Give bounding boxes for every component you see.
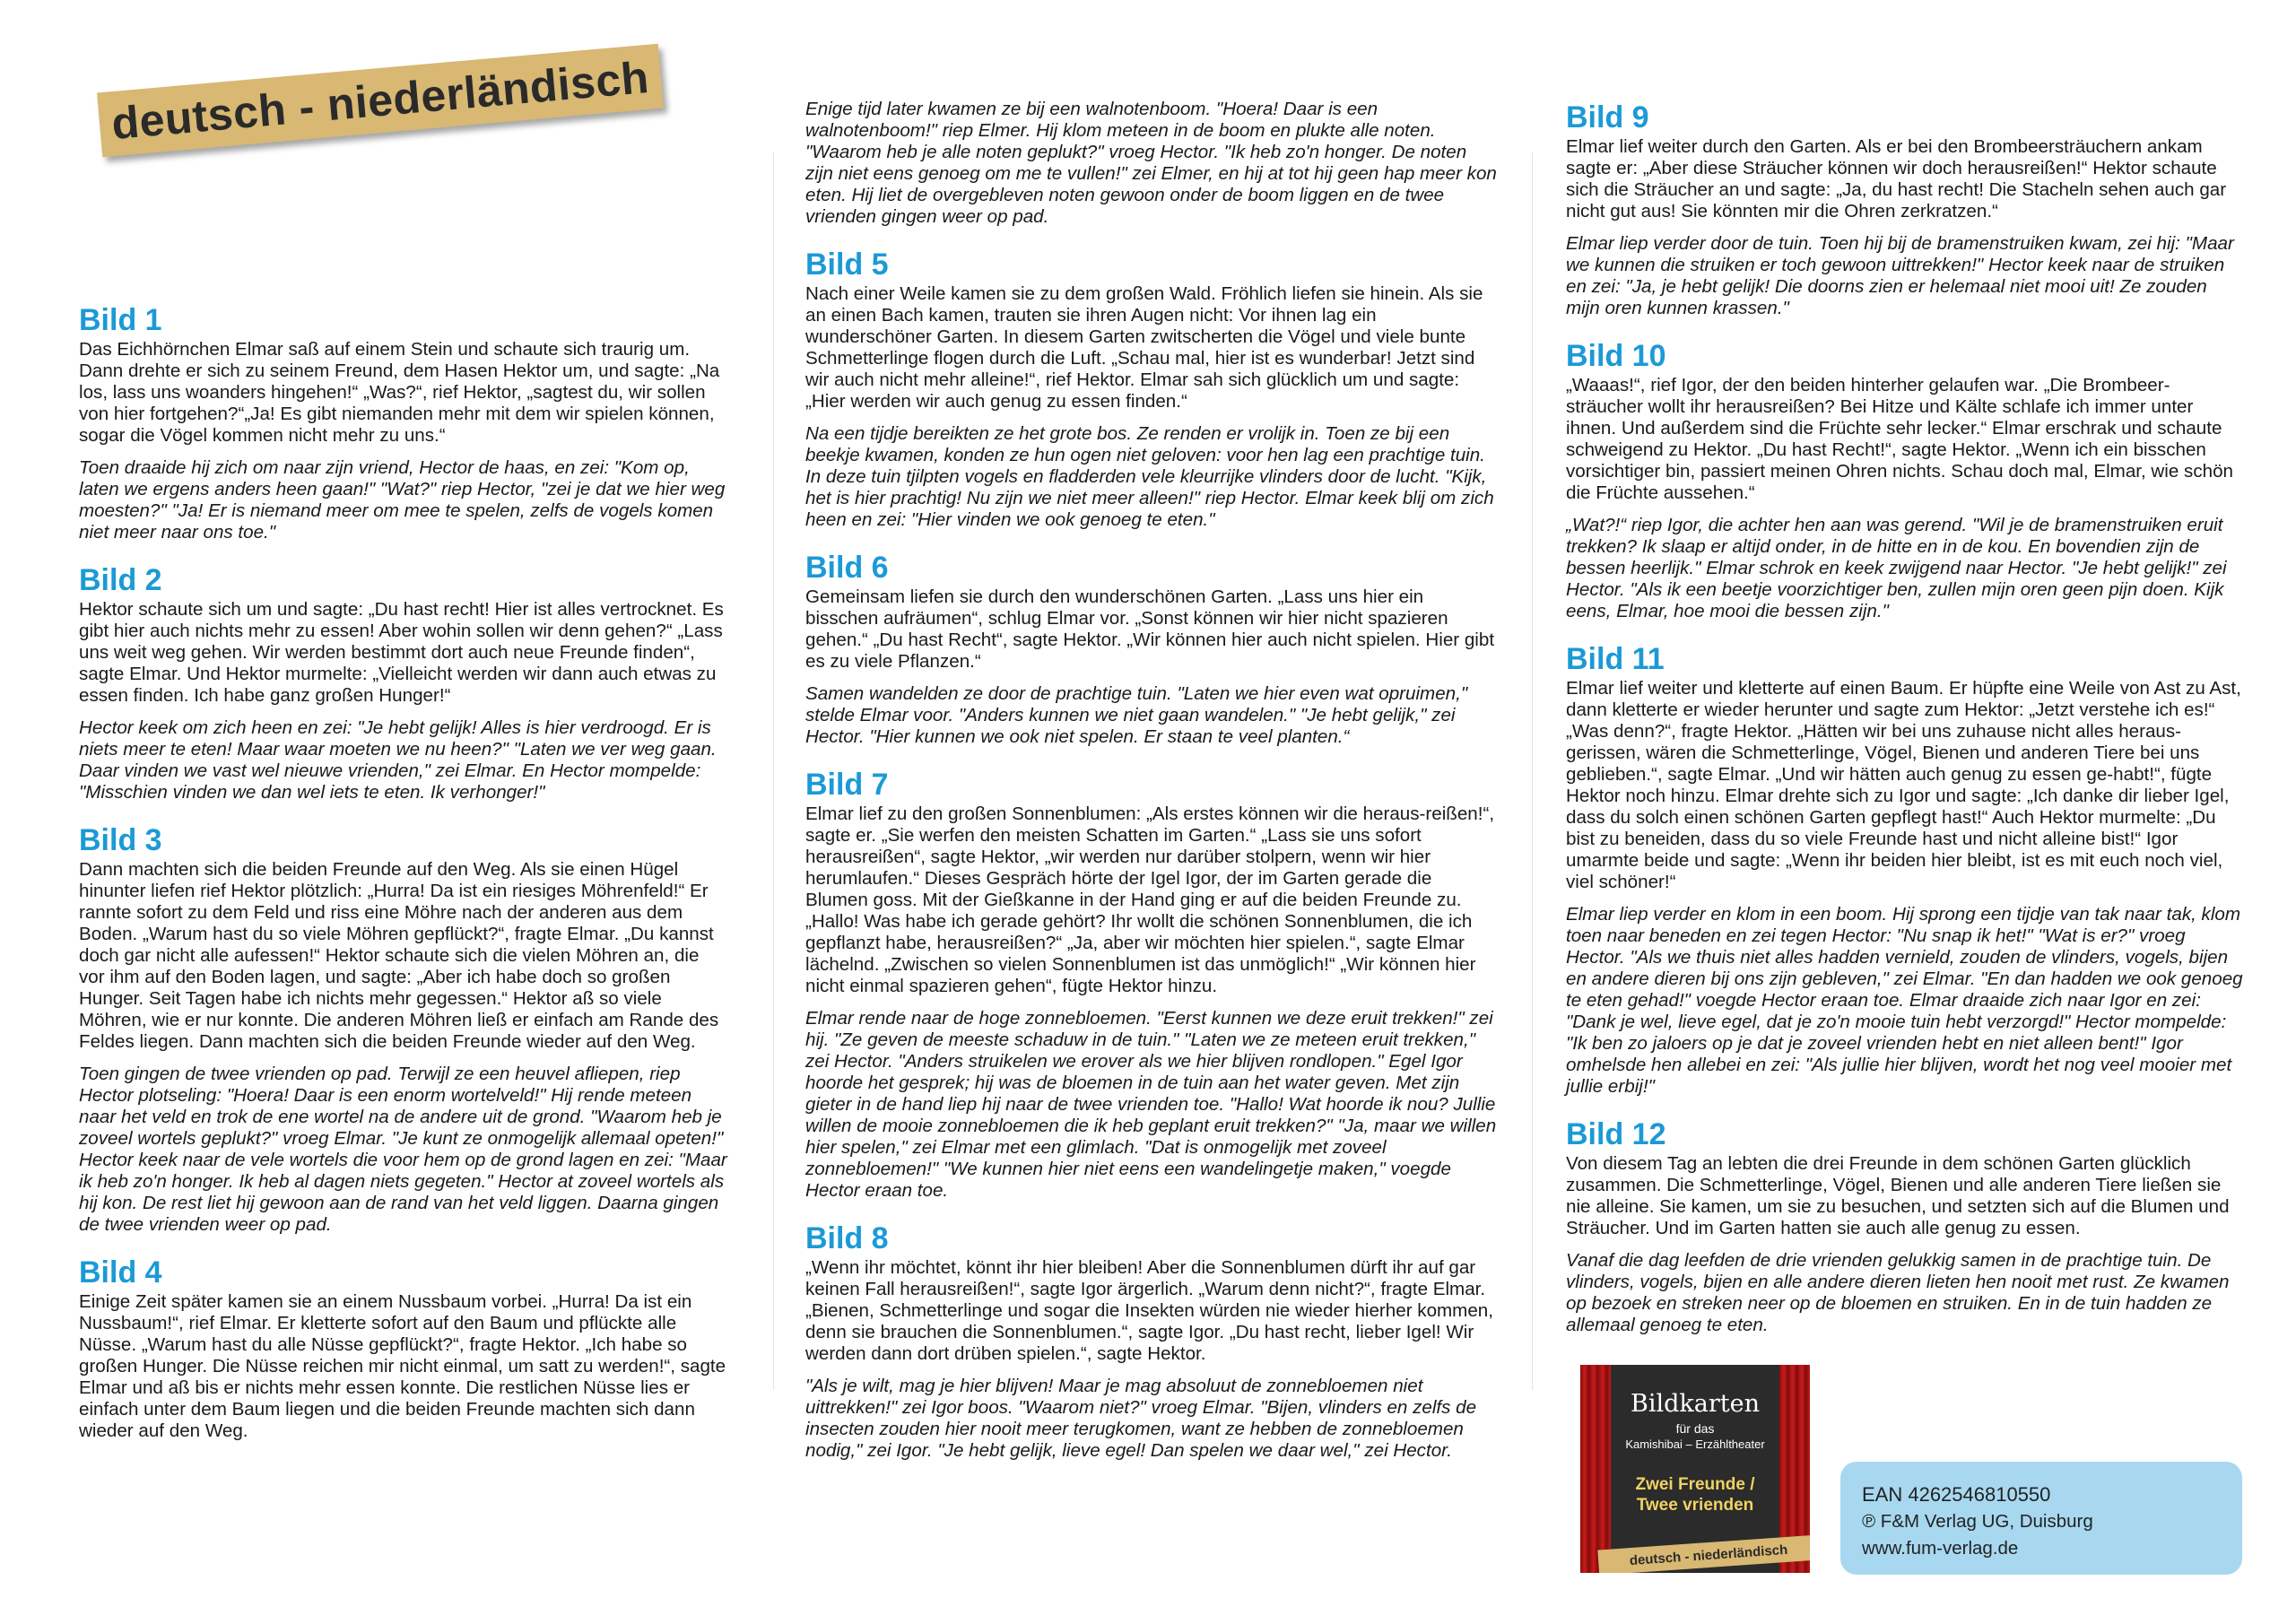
german-paragraph: Dann machten sich die beiden Freunde auf den Weg. Als sie einen Hügel hinunter liefen rief Hektor plötzlich: „Hurra! Da ist ein riesiges Möhrenfeld!“ Er rannte sofort zu dem Feld und riss eine Möhre nach der anderen aus dem Boden. „Warum hast du so viele Möhren gepflückt?“, fragte Elmar. „Du kannst doch gar nicht alle aufessen!“ Hektor schaute sich die vielen Möhren an, die vor ihm auf den Boden lagen, und sagte: „Aber ich habe doch so großen Hunger. Seit Tagen habe ich nichts mehr gegessen.“ Hektor aß so viele Möhren, wie er nur konnte. Die anderen Möhren ließ er einfach am Rande des Feldes liegen. Dann machten sich die beiden Freunde wieder auf den Weg. xyxy=(79,859,719,1052)
section-bild-5 xyxy=(805,248,1498,531)
section-heading: Bild 12 xyxy=(1566,1117,1666,1151)
dutch-paragraph: Toen gingen de twee vrienden op pad. Terwijl ze een heuvel afliepen, riep Hector plotseling: "Hoera! Daar is een enorm wortelveld!" Hij rende meteen naar het veld en trok de ene wortel na de andere uit de grond. "Waarom heb je zoveel wortels geplukt?" vroeg Elmar. "Je kunt ze onmogelijk allemaal opeten!" Hector keek naar de vele wortels die voor hem op de grond lagen en zei: "Maar ik heb zo'n honger. Ik heb al dagen niets gegeten." Hector at zoveel wortels als hij kon. De rest liet hij gewoon aan de rand van het veld liggen. Daarna gingen de twee vrienden weer op pad. xyxy=(79,1064,727,1235)
section-heading: Bild 11 xyxy=(1566,642,1665,676)
section-heading: Bild 6 xyxy=(805,551,889,585)
dutch-paragraph: „Wat?!“ riep Igor, die achter hen aan was gerend. "Wil je de bramenstruiken eruit trekken? Ik slaap er altijd onder, in de hitte en in de kou. En bovendien zijn de bessen heerlijk." Elmar schrok en keek zwijgend naar Hector. "Je hebt gelijk!" zei Hector. "Als ik een beetje voorzichtiger ben, zullen mijn oren geen pijn doen. Kijk eens, Elmar, hoe mooi die bessen zijn." xyxy=(1566,515,2227,621)
cover-book-title: Twee vrienden xyxy=(1636,1496,1754,1515)
dutch-paragraph: Hector keek om zich heen en zei: "Je hebt gelijk! Alles is hier verdroogd. Er is niets meer te eten! Maar waar moeten we nu heen?" "Laten we ver weg gaan. Daar vinden we vast wel nieuwe vrienden," zei Elmar. En Hector mompelde: "Misschien vinden we dan wel iets te eten. Ik verhonger!" xyxy=(79,717,717,803)
section-heading: Bild 3 xyxy=(79,823,162,857)
column-3 xyxy=(1566,100,2244,1336)
column-1 xyxy=(79,303,728,1442)
cover-title: Bildkarten xyxy=(1631,1390,1760,1418)
cover-thumbnail xyxy=(1580,1365,1810,1573)
german-paragraph: Einige Zeit später kamen sie an einem Nussbaum vorbei. „Hurra! Da ist ein Nussbaum!“, rief Elmar. Er kletterte sofort auf den Baum und pflückte alle Nüsse. „Warum hast du alle Nüsse gepflückt?“, fragte Hektor. „Ich habe so großen Hunger. Die Nüsse reichen mir nicht einmal, um satt zu werden!“, sagte Elmar und aß bis er nichts mehr essen konnte. Die restlichen Nüsse lies er einfach unter dem Baum liegen und die beiden Freunde machten sich dann wieder auf den Weg. xyxy=(79,1291,726,1441)
cover-subtitle: für das xyxy=(1675,1421,1715,1436)
cover-subtitle: Kamishibai – Erzähltheater xyxy=(1625,1437,1765,1451)
language-banner xyxy=(97,44,664,157)
dutch-paragraph: Samen wandelden ze door de prachtige tuin. "Laten we hier even wat opruimen," stelde Elmar voor. "Anders kunnen we niet gaan wandelen." "Je hebt gelijk," zei Hector. "Hier kunnen we ook niet spelen. Er staan te veel planten.“ xyxy=(805,683,1468,747)
section-heading: Bild 4 xyxy=(79,1255,162,1290)
german-paragraph: Hektor schaute sich um und sagte: „Du hast recht! Hier ist alles vertrocknet. Es gibt hier auch nichts mehr zu essen! Aber wohin sollen wir denn gehen?“ „Lass uns weit weg gehen. Wir werden bestimmt dort auch neue Freunde finden“, sagte Elmar. Und Hektor murmelte: „Vielleicht werden wir dann auch etwas zu essen finden. Ich habe ganz großen Hunger!“ xyxy=(79,599,724,706)
section-bild-9 xyxy=(1566,100,2244,319)
section-heading: Bild 1 xyxy=(79,303,162,337)
publisher-info-box xyxy=(1840,1462,2242,1575)
section-heading: Bild 10 xyxy=(1566,339,1666,373)
section-heading: Bild 5 xyxy=(805,248,889,282)
german-paragraph: Nach einer Weile kamen sie zu dem großen Wald. Fröhlich liefen sie hinein. Als sie an einen Bach kamen, trauten sie ihren Augen nicht: Vor ihnen lag ein wunderschöner Garten. In diesem Garten zwitscherten die Vögel und viele bunte Schmetterlinge flogen durch die Luft. „Schau mal, hier ist es wunderbar! Jetzt sind wir auch nicht mehr alleine!“, rief Hektor. Elmar sah sich glücklich um und sagte: „Hier werden wir auch genug zu essen finden.“ xyxy=(805,283,1483,412)
german-paragraph: Von diesem Tag an lebten die drei Freunde in dem schönen Garten glücklich zusammen. Die Schmetterlinge, Vögel, Bienen und alle anderen Tiere ließen sie nie alleine. Sie kamen, um sie zu besuchen, und setzten sich auf die Blumen und Sträucher. Und im Garten hatten sie auch alle genug zu essen. xyxy=(1566,1153,2230,1238)
column-2 xyxy=(805,99,1498,1462)
dutch-paragraph: Na een tijdje bereikten ze het grote bos. Ze renden er vrolijk in. Toen ze bij een beekje kwamen, konden ze hun ogen niet geloven: voor hen lag een prachtige tuin. In deze tuin tjilpten vogels en fladderden vele kleurrijke vlinders door de lucht. "Kijk, het is hier prachtig! Nu zijn we niet meer alleen!" riep Hector. Elmar keek blij om zich heen en zei: "Hier vinden we ook genoeg te eten." xyxy=(805,423,1494,530)
column-divider xyxy=(773,152,774,1390)
section-bild-10 xyxy=(1566,339,2244,622)
dutch-paragraph: Enige tijd later kwamen ze bij een walnotenboom. "Hoera! Daar is een walnotenboom!" riep Elmer. Hij klom meteen in de boom en plukte alle noten. "Waarom heb je alle noten geplukt?" vroeg Hector. "Ik heb zo'n honger. De noten zijn niet eens genoeg om me te vullen!" zei Elmer, en hij at tot hij geen hap meer kon eten. Hij liet de overgebleven noten gewoon onder de boom liggen en de twee vrienden gingen weer op pad. xyxy=(805,99,1497,227)
section-heading: Bild 9 xyxy=(1566,100,1649,135)
language-banner-text: deutsch - niederländisch xyxy=(109,51,651,150)
publisher-name: ℗ F&M Verlag UG, Duisburg xyxy=(1862,1511,2093,1532)
ean-code: EAN 4262546810550 xyxy=(1862,1483,2051,1506)
section-bild-3 xyxy=(79,823,728,1236)
dutch-paragraph: Toen draaide hij zich om naar zijn vriend, Hector de haas, en zei: "Kom op, laten we ergens anders heen gaan!" "Wat?" riep Hector, "zei je dat we hier weg moesten?" "Ja! Er is niemand meer om mee te spelen, zelfs de vogels komen niet meer naar ons toe." xyxy=(79,457,726,543)
cover-book-title: Zwei Freunde / xyxy=(1635,1475,1755,1494)
german-paragraph: Elmar lief zu den großen Sonnenblumen: „Als erstes können wir die heraus-reißen!“, sagte er. „Sie werfen den meisten Schatten im Garten.“ „Lass sie uns sofort herausreißen“, sagte Hektor, „wir werden nur darüber stolpern, wenn wir hier herumlaufen.“ Dieses Gespräch hörte der Igel Igor, der im Garten gerade die Blumen goss. Mit der Gießkanne in der Hand ging er auf die beiden Freunde zu. „Hallo! Was habe ich gerade gehört? Ihr wollt die schönen Sonnenblumen, die ich gepflanzt habe, herausreißen?“ „Ja, aber wir möchten hier spielen.“, sagte Elmar lächelnd. „Zwischen so vielen Sonnenblumen ist das unmöglich!“ „Wir können hier nicht einmal spazieren gehen“, fügte Hektor hinzu. xyxy=(805,803,1495,996)
dutch-paragraph: "Als je wilt, mag je hier blijven! Maar je mag absoluut de zonnebloemen niet uittrekken!" zei Igor boos. "Waarom niet?" vroeg Elmar. "Bijen, vlinders en zelfs de insecten zouden hier nooit meer terugkomen, want ze hebben de zonnebloemen nodig," zei Igor. "Je hebt gelijk, lieve egel! Dan spelen we daar wel," zei Hector. xyxy=(805,1376,1477,1461)
section-heading: Bild 7 xyxy=(805,768,889,802)
section-bild-11 xyxy=(1566,642,2244,1098)
dutch-paragraph: Vanaf die dag leefden de drie vrienden gelukkig samen in de prachtige tuin. De vlinders, vogels, bijen en alle andere dieren lieten hen nooit met rust. Ze kwamen op bezoek en streken neer op de bloemen en struiken. En in de tuin hadden ze allemaal genoeg te eten. xyxy=(1566,1250,2230,1335)
dutch-paragraph: Elmar rende naar de hoge zonnebloemen. "Eerst kunnen we deze eruit trekken!" zei hij. "Ze geven de meeste schaduw in de tuin." "Laten we ze meteen eruit trekken," zei Hector. "Anders struikelen we erover als we hier blijven rondlopen." Egel Igor hoorde het gesprek; hij was de bloemen in de tuin aan het water geven. Met zijn gieter in de hand liep hij naar de twee vrienden toe. "Hallo! Wat hoorde ik nou? Jullie willen de mooie zonnebloemen die ik heb geplant eruit trekken?" "Ja, maar we willen hier spelen," zei Elmar met een glimlach. "Dat is onmogelijk met zoveel zonnebloemen!" "We kunnen hier niet eens een wandelingetje maken," voegde Hector eraan toe. xyxy=(805,1008,1497,1201)
section-heading: Bild 8 xyxy=(805,1221,889,1255)
section-bild-7 xyxy=(805,768,1498,1202)
column-divider xyxy=(1532,152,1533,1390)
publisher-url[interactable]: www.fum-verlag.de xyxy=(1862,1538,2019,1559)
section-bild-4 xyxy=(79,1255,728,1442)
section-bild-6 xyxy=(805,551,1498,748)
german-paragraph: Elmar lief weiter durch den Garten. Als er bei den Brombeersträuchern ankam sagte er: „Aber diese Sträucher können wir doch herausreißen!“ Hektor schaute sich die Sträucher an und sagte: „Ja, du hast recht! Die Stacheln sehen auch gar nicht gut aus! Sie könnten mir die Ohren zerkratzen.“ xyxy=(1566,136,2227,221)
german-paragraph: „Wenn ihr möchtet, könnt ihr hier bleiben! Aber die Sonnenblumen dürft ihr auf gar keinen Fall herausreißen!“, sagte Igor ärgerlich. „Warum denn nicht?“, fragte Elmar. „Bienen, Schmetterlinge und sogar die Insekten würden nie wieder hierher kommen, denn sie brauchen die Sonnenblumen.“, sagte Igor. „Du hast recht, lieber Igel! Wir werden dann dort drüben spielen.“, sagte Hektor. xyxy=(805,1257,1493,1364)
cover-language-text: deutsch - niederländisch xyxy=(1629,1542,1788,1568)
german-paragraph: Elmar lief weiter und kletterte auf einen Baum. Er hüpfte eine Weile von Ast zu Ast, dann kletterte er wieder herunter und sagte zum Hektor: „Jetzt verstehe ich es!“ „Was denn?“, fragte Hektor. „Hätten wir bei uns zuhause nicht alles heraus-gerissen, wären die Schmetterlinge, Vögel, Bienen und anderen Tiere bei uns geblieben.“, sagte Elmar. „Und wir hätten auch genug zu essen ge-habt!“, fügte Hektor noch hinzu. Elmar drehte sich zu Igor und sagte: „Ich danke dir lieber Igel, dass du solch einen schönen Garten gepflegt hast!“ Auch Hektor murmelte: „Du bist zu beneiden, dass du so viele Freunde hast und nicht alleine bist!“ Igor umarmte beide und sagte: „Wenn ihr beiden hier bleibt, ist es mit euch noch viel, viel schöner!“ xyxy=(1566,678,2241,892)
section-heading: Bild 2 xyxy=(79,563,162,597)
section-bild-8 xyxy=(805,1221,1498,1462)
german-paragraph: „Waaas!“, rief Igor, der den beiden hinterher gelaufen war. „Die Brombeer-sträucher wollt ihr herausreißen? Bei Hitze und Kälte schlafe ich immer unter ihnen. Und außerdem sind die Früchte sehr lecker.“ Elmar erschrak und schaute schweigend zu Hektor. „Du hast Recht!“, sagte Hektor. „Wenn ich ein bisschen vorsichtiger bin, passiert meinen Ohren nichts. Schau doch mal, Elmar, wie schön die Früchte aussehen.“ xyxy=(1566,375,2234,503)
german-paragraph: Gemeinsam liefen sie durch den wunderschönen Garten. „Lass uns hier ein bisschen aufräumen“, schlug Elmar vor. „Sonst können wir hier nicht spazieren gehen.“ „Du hast Recht“, sagte Hektor. „Wir können hier auch nicht spielen. Hier gibt es zu viele Pflanzen.“ xyxy=(805,586,1495,672)
section-bild-2 xyxy=(79,563,728,803)
section-bild-1 xyxy=(79,303,728,543)
german-paragraph: Das Eichhörnchen Elmar saß auf einem Stein und schaute sich traurig um. Dann drehte er sich zu seinem Freund, dem Hasen Hektor um, und sagte: „Na los, lass uns woanders hingehen!“ „Was?“, rief Hektor, „sagtest du, wir sollen von hier fortgehen?“„Ja! Es gibt niemanden mehr mit dem wir spielen können, sogar die Vögel kommen nicht mehr zu uns.“ xyxy=(79,339,720,446)
curtain-left xyxy=(1580,1365,1611,1573)
section-bild-12 xyxy=(1566,1117,2244,1336)
dutch-paragraph: Elmar liep verder en klom in een boom. Hij sprong een tijdje van tak naar tak, klom toen naar beneden en zei tegen Hector: "Nu snap ik het!" "Wat is er?" vroeg Hector. "Als we thuis niet alles hadden vernield, zouden de vlinders, vogels, bijen en andere dieren bij ons zijn gebleven," zei Elmar. "En dan hadden we ook genoeg te eten gehad!" voegde Hector eraan toe. Elmar draaide zich naar Igor en zei: "Dank je wel, lieve egel, dat je zo'n mooie tuin hebt verzorgd!" Hector mompelde: "Ik ben zo jaloers op je dat je zoveel vrienden hebt en niet alleen bent!" Igor omhelsde hen allebei en zei: "Als jullie hier blijven, wordt het nog veel mooier met jullie erbij!" xyxy=(1566,904,2243,1097)
cover-content xyxy=(1611,1365,1779,1546)
dutch-paragraph: Elmar liep verder door de tuin. Toen hij bij de bramenstruiken kwam, zei hij: "Maar we kunnen die struiken er toch gewoon uittrekken!" Hector keek naar de struiken en zei: "Ja, je hebt gelijk! Die doorns zien er helemaal niet mooi uit! Ze zouden mijn oren kunnen krassen." xyxy=(1566,233,2234,318)
